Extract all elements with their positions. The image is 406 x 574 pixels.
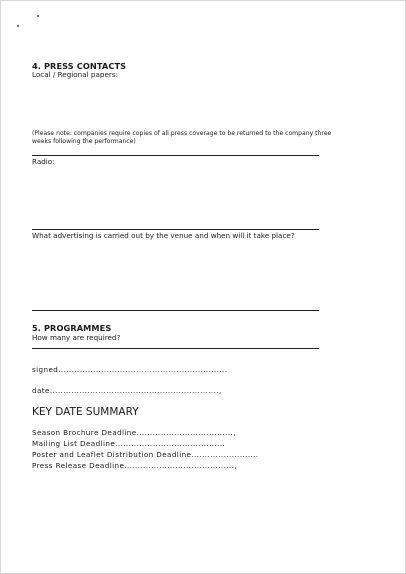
press-release-deadline: Press Release Deadline........................................., — [32, 461, 238, 470]
poster-leaflet-deadline: Poster and Leaflet Distribution Deadline......................... — [32, 450, 259, 459]
signed-line: signed............................................................... — [32, 365, 228, 374]
local-papers-label: Local / Regional papers: — [32, 70, 118, 79]
programmes-divider — [32, 348, 319, 349]
press-contacts-heading: 4. PRESS CONTACTS — [32, 61, 127, 71]
date-line: date..............................................................., — [32, 386, 222, 395]
note-divider — [32, 155, 319, 156]
radio-divider — [32, 229, 319, 230]
programmes-heading: 5. PROGRAMMES — [32, 323, 112, 333]
mailing-list-deadline: Mailing List Deadline......................................... — [32, 439, 226, 448]
advertising-divider — [32, 310, 319, 311]
scan-speck — [17, 25, 19, 27]
press-coverage-note: (Please note: companies require copies of all press coverage to be returned to the company three weeks following the performance) — [32, 130, 332, 145]
radio-label: Radio: — [32, 157, 55, 166]
key-date-summary-heading: KEY DATE SUMMARY — [32, 406, 139, 418]
programmes-question: How many are required? — [32, 333, 121, 342]
advertising-question: What advertising is carried out by the venue and when will it take place? — [32, 231, 295, 240]
scan-speck — [37, 15, 39, 17]
season-brochure-deadline: Season Brochure Deadline...................................., — [32, 428, 236, 437]
